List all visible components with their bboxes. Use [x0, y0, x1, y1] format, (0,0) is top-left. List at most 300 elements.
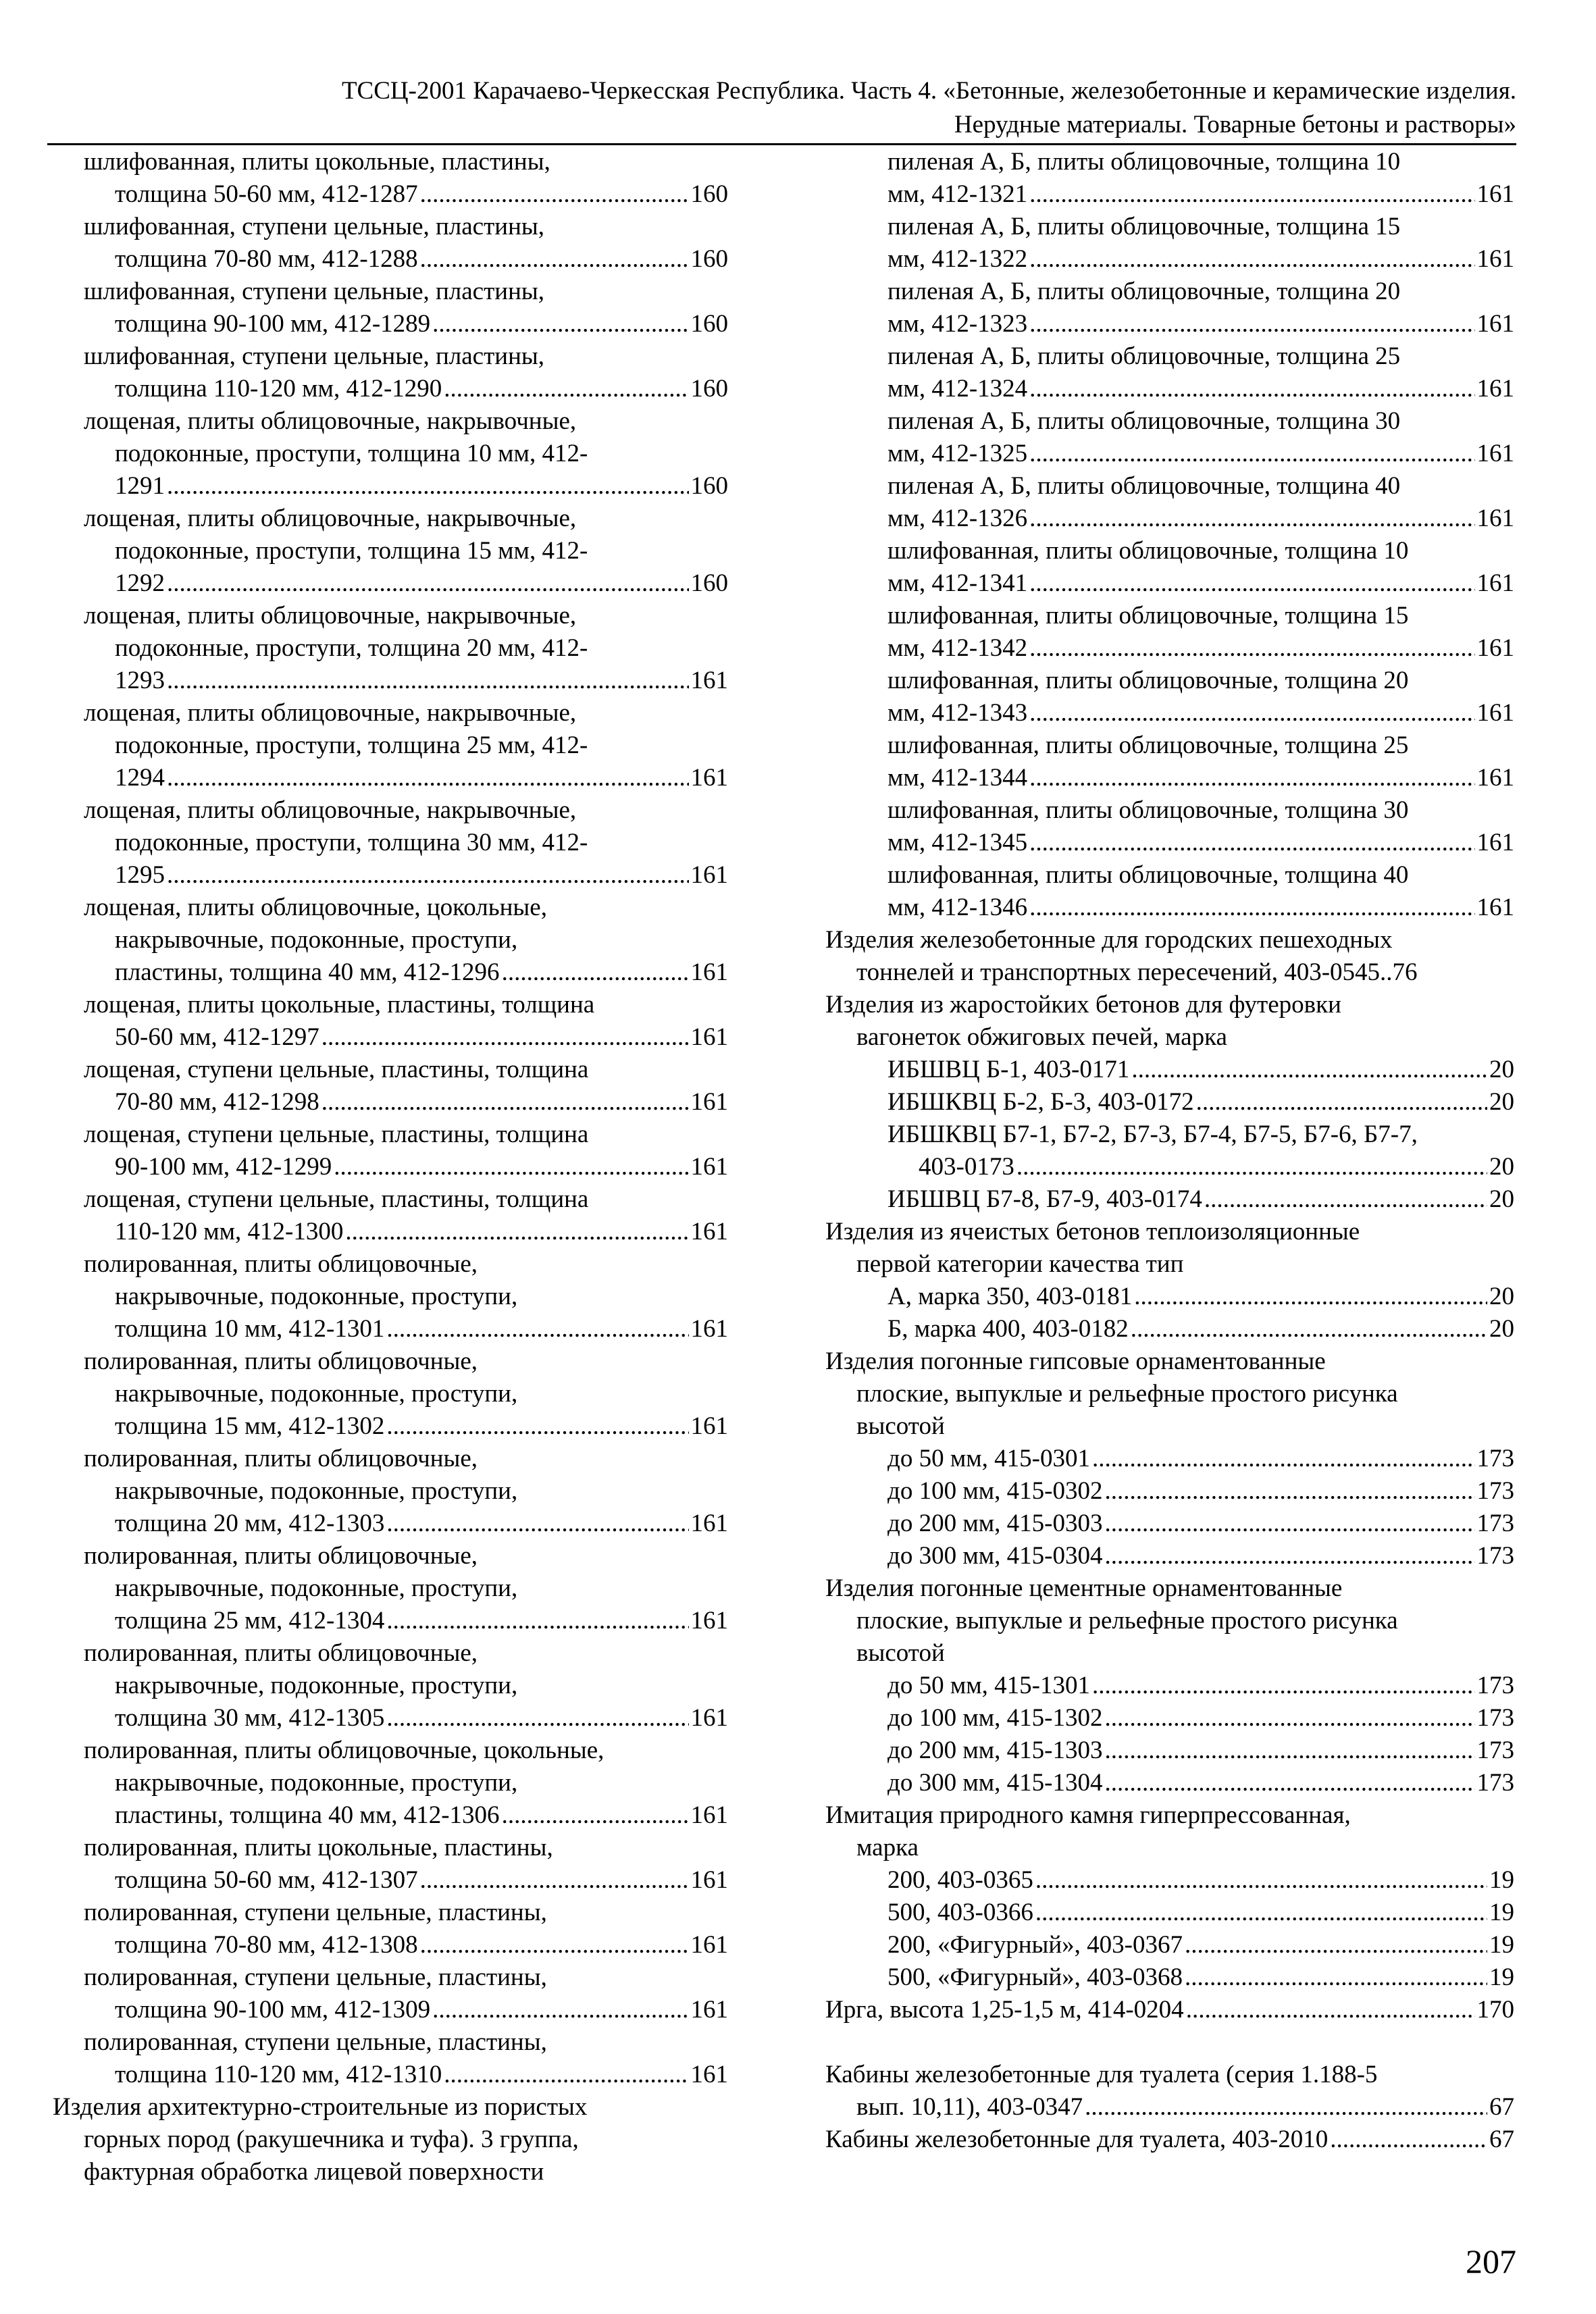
index-entry — [53, 956, 728, 989]
leader-dots — [1029, 827, 1474, 859]
index-entry-page: 161 — [1476, 894, 1514, 921]
index-entry — [825, 1151, 1514, 1183]
index-entry — [825, 1897, 1514, 1929]
index-entry — [825, 794, 1514, 827]
index-entry-text: пластины, толщина 40 мм, 412-1306 — [115, 1801, 500, 1829]
index-entry — [53, 438, 728, 470]
index-entry-text: до 300 мм, 415-0304 — [887, 1542, 1103, 1570]
index-column-left — [53, 146, 728, 2188]
index-entry-page: 160 — [690, 569, 728, 597]
index-entry — [825, 600, 1514, 632]
index-entry-page: 161 — [690, 1412, 728, 1440]
leader-dots — [420, 178, 689, 211]
index-entry-text: мм, 412-1346 — [887, 894, 1028, 921]
index-entry-text: толщина 25 мм, 412-1304 — [115, 1607, 385, 1635]
index-entry-text: до 50 мм, 415-0301 — [887, 1445, 1090, 1472]
leader-dots — [1092, 1670, 1475, 1702]
index-entry-text: шлифованная, плиты облицовочные, толщина 20 — [887, 667, 1409, 694]
index-entry-text: лощеная, плиты облицовочные, цокольные, — [84, 894, 547, 921]
index-entry-text: толщина 110-120 мм, 412-1310 — [115, 2061, 442, 2088]
index-entry-text: плоские, выпуклые и рельефные простого рисунка — [856, 1607, 1398, 1635]
page-number: 207 — [1466, 2242, 1516, 2280]
index-entry — [53, 697, 728, 729]
index-entry — [825, 1248, 1514, 1281]
index-entry — [825, 1313, 1514, 1345]
index-entry — [53, 1183, 728, 1216]
index-entry — [53, 1605, 728, 1637]
index-entry-text: 500, 403-0366 — [887, 1899, 1033, 1926]
index-entry-page: 161 — [690, 1088, 728, 1116]
leader-dots — [167, 859, 689, 892]
index-entry — [53, 1864, 728, 1897]
index-entry-text: накрывочные, подоконные, проступи, — [115, 1477, 518, 1505]
index-entry-text: ИБШВЦ Б7-8, Б7-9, 403-0174 — [887, 1185, 1202, 1213]
leader-dots — [420, 1929, 689, 1961]
index-entry-page: 173 — [1476, 1672, 1514, 1699]
index-entry — [53, 405, 728, 438]
index-entry — [53, 892, 728, 924]
index-entry-text: высотой — [856, 1412, 945, 1440]
index-entry — [825, 2026, 1514, 2059]
leader-dots — [1134, 1281, 1487, 1313]
index-entry — [825, 1832, 1514, 1864]
index-entry — [825, 1508, 1514, 1540]
index-entry-page: 161 — [690, 958, 728, 986]
index-entry-page: 173 — [1476, 1445, 1514, 1472]
index-entry — [53, 178, 728, 211]
index-entry — [53, 989, 728, 1021]
index-entry — [53, 794, 728, 827]
index-entry-text: 1294 — [115, 764, 165, 792]
index-entry-text: ИБШКВЦ Б7-1, Б7-2, Б7-3, Б7-4, Б7-5, Б7-6, Б7-7, — [887, 1121, 1418, 1148]
index-entry-text: толщина 15 мм, 412-1302 — [115, 1412, 385, 1440]
leader-dots — [1131, 1313, 1487, 1345]
index-entry — [53, 373, 728, 405]
index-entry-text: шлифованная, плиты облицовочные, толщина 10 — [887, 537, 1409, 565]
index-entry-text: до 200 мм, 415-1303 — [887, 1737, 1103, 1764]
index-entry-text: полированная, плиты облицовочные, — [84, 1347, 478, 1375]
index-entry-page: 161 — [1476, 634, 1514, 662]
index-entry-text: ИБШВЦ Б-1, 403-0171 — [887, 1056, 1130, 1083]
index-entry — [825, 503, 1514, 535]
index-entry-page: 161 — [1476, 699, 1514, 727]
index-entry — [53, 1021, 728, 1054]
index-entry-text: толщина 70-80 мм, 412-1288 — [115, 245, 418, 273]
index-entry-text: 1295 — [115, 861, 165, 889]
index-entry — [53, 1378, 728, 1410]
index-entry-text: тоннелей и транспортных пересечений, 403-0545..76 — [856, 958, 1418, 986]
index-entry-page: 173 — [1476, 1769, 1514, 1797]
leader-dots — [321, 1086, 689, 1119]
leader-dots — [167, 762, 689, 794]
index-entry — [825, 1799, 1514, 1832]
index-entry — [825, 1216, 1514, 1248]
index-entry — [53, 1961, 728, 1994]
index-entry-page: 160 — [690, 375, 728, 403]
leader-dots — [1104, 1734, 1474, 1767]
index-entry — [825, 1378, 1514, 1410]
index-entry — [825, 1864, 1514, 1897]
index-entry-text: вагонеток обжиговых печей, марка — [856, 1023, 1227, 1051]
index-entry — [53, 276, 728, 308]
index-entry-page: 161 — [690, 1153, 728, 1181]
leader-dots — [386, 1410, 688, 1443]
index-entry — [53, 859, 728, 892]
leader-dots — [1029, 697, 1474, 729]
index-entry-text: Изделия архитектурно-строительные из пористых — [53, 2093, 588, 2121]
index-entry-page: 19 — [1489, 1931, 1514, 1959]
index-entry-text: 1293 — [115, 667, 165, 694]
leader-dots — [432, 308, 688, 340]
leader-dots — [1029, 632, 1474, 665]
leader-dots — [1029, 567, 1474, 600]
index-entry — [825, 729, 1514, 762]
index-entry — [825, 211, 1514, 243]
index-entry — [825, 665, 1514, 697]
index-entry — [825, 1540, 1514, 1572]
index-entry — [825, 340, 1514, 373]
index-entry-text: подоконные, проступи, толщина 20 мм, 412- — [115, 634, 588, 662]
index-entry-text: высотой — [856, 1639, 945, 1667]
index-entry — [53, 1345, 728, 1378]
index-entry-text: толщина 50-60 мм, 412-1307 — [115, 1866, 418, 1894]
index-entry — [825, 762, 1514, 794]
index-entry — [825, 1637, 1514, 1670]
index-entry-text: горных пород (ракушечника и туфа). 3 группа, — [84, 2126, 579, 2153]
index-entry — [825, 1994, 1514, 2026]
index-entry-page: 161 — [690, 1931, 728, 1959]
index-entry-page: 161 — [690, 1023, 728, 1051]
index-entry-text: лощеная, плиты облицовочные, накрывочные, — [84, 407, 577, 435]
leader-dots — [1029, 503, 1474, 535]
index-entry-text: пиленая А, Б, плиты облицовочные, толщина 25 — [887, 342, 1401, 370]
index-entry-page: 19 — [1489, 1963, 1514, 1991]
index-entry — [825, 308, 1514, 340]
index-entry — [53, 1572, 728, 1605]
index-entry — [825, 146, 1514, 178]
index-entry — [53, 1119, 728, 1151]
index-entry-text: 50-60 мм, 412-1297 — [115, 1023, 319, 1051]
leader-dots — [1029, 373, 1474, 405]
index-entry-page: 161 — [690, 667, 728, 694]
index-entry-text: фактурная обработка лицевой поверхности — [84, 2158, 544, 2186]
index-entry-text: мм, 412-1342 — [887, 634, 1028, 662]
index-entry-page: 173 — [1476, 1477, 1514, 1505]
index-entry — [53, 762, 728, 794]
index-entry — [825, 1605, 1514, 1637]
index-entry — [53, 665, 728, 697]
index-entry-text: полированная, ступени цельные, пластины, — [84, 2028, 547, 2056]
index-entry — [825, 438, 1514, 470]
index-entry — [53, 924, 728, 956]
index-entry-page: 161 — [690, 1801, 728, 1829]
index-entry-page: 161 — [1476, 245, 1514, 273]
index-entry-text: толщина 20 мм, 412-1303 — [115, 1510, 385, 1537]
index-entry-page: 161 — [690, 1996, 728, 2024]
index-entry-text: полированная, ступени цельные, пластины, — [84, 1899, 547, 1926]
index-entry-page: 161 — [690, 1510, 728, 1537]
index-entry-page: 20 — [1489, 1056, 1514, 1083]
index-entry — [53, 1637, 728, 1670]
leader-dots — [502, 956, 689, 989]
index-entry-text: до 300 мм, 415-1304 — [887, 1769, 1103, 1797]
index-entry-text: пиленая А, Б, плиты облицовочные, толщина 30 — [887, 407, 1401, 435]
index-entry-text: полированная, плиты облицовочные, — [84, 1542, 478, 1570]
index-entry-page: 161 — [690, 1315, 728, 1343]
index-entry-text: мм, 412-1323 — [887, 310, 1028, 338]
index-entry — [825, 470, 1514, 503]
index-entry-text: подоконные, проступи, толщина 30 мм, 412- — [115, 829, 588, 856]
index-entry — [53, 2156, 728, 2188]
index-entry — [825, 1345, 1514, 1378]
leader-dots — [1092, 1443, 1475, 1475]
leader-dots — [1185, 1961, 1487, 1994]
index-entry-text: лощеная, плиты облицовочные, накрывочные, — [84, 505, 577, 532]
index-entry-text: мм, 412-1324 — [887, 375, 1028, 403]
index-entry-text: 70-80 мм, 412-1298 — [115, 1088, 319, 1116]
header-title-line-2: Нерудные материалы. Товарные бетоны и растворы» — [954, 111, 1516, 138]
index-entry — [53, 1994, 728, 2026]
index-entry-text: толщина 90-100 мм, 412-1289 — [115, 310, 431, 338]
index-entry-text: полированная, плиты облицовочные, — [84, 1250, 478, 1278]
index-entry — [825, 567, 1514, 600]
index-entry-page: 161 — [690, 861, 728, 889]
index-entry — [53, 1410, 728, 1443]
index-entry-page: 19 — [1489, 1866, 1514, 1894]
index-entry — [825, 827, 1514, 859]
index-entry-text: Имитация природного камня гиперпрессованная, — [825, 1801, 1351, 1829]
leader-dots — [321, 1021, 689, 1054]
index-entry-text: накрывочные, подоконные, проступи, — [115, 926, 518, 954]
index-entry-text: пиленая А, Б, плиты облицовочные, толщина 10 — [887, 148, 1401, 176]
index-entry-page: 161 — [690, 2061, 728, 2088]
index-entry-text: 403-0173 — [919, 1153, 1014, 1181]
index-entry-text: Изделия погонные цементные орнаментованные — [825, 1574, 1343, 1602]
index-entry-page: 161 — [690, 1218, 728, 1245]
index-entry-page: 161 — [690, 1704, 728, 1732]
index-entry-page: 173 — [1476, 1704, 1514, 1732]
index-entry — [53, 1054, 728, 1086]
index-entry-text: шлифованная, плиты цокольные, пластины, — [84, 148, 550, 176]
leader-dots — [1186, 1994, 1475, 2026]
index-entry — [825, 956, 1514, 989]
index-entry — [825, 1443, 1514, 1475]
leader-dots — [1204, 1183, 1487, 1216]
leader-dots — [386, 1702, 688, 1734]
index-entry — [53, 1508, 728, 1540]
index-entry-text: накрывочные, подоконные, проступи, — [115, 1574, 518, 1602]
index-entry — [53, 1734, 728, 1767]
index-entry-text: марка — [856, 1834, 919, 1861]
leader-dots — [386, 1605, 688, 1637]
index-entry — [53, 729, 728, 762]
index-entry — [825, 2091, 1514, 2124]
index-entry-text: мм, 412-1326 — [887, 505, 1028, 532]
index-entry-text: мм, 412-1322 — [887, 245, 1028, 273]
index-entry — [53, 1897, 728, 1929]
index-entry-text: Кабины железобетонные для туалета, 403-2010 — [825, 2126, 1329, 2153]
index-entry-text: пластины, толщина 40 мм, 412-1296 — [115, 958, 500, 986]
index-entry-text: лощеная, плиты облицовочные, накрывочные, — [84, 602, 577, 629]
index-entry — [825, 859, 1514, 892]
index-entry-page: 161 — [1476, 829, 1514, 856]
leader-dots — [1196, 1086, 1487, 1119]
index-entry — [53, 2124, 728, 2156]
index-entry-page: 173 — [1476, 1542, 1514, 1570]
index-entry — [53, 243, 728, 276]
index-entry-page: 161 — [690, 1607, 728, 1635]
index-entry-text: лощеная, плиты облицовочные, накрывочные, — [84, 699, 577, 727]
index-entry-page: 170 — [1476, 1996, 1514, 2024]
index-entry — [53, 1443, 728, 1475]
index-entry-text: подоконные, проступи, толщина 10 мм, 412- — [115, 440, 588, 467]
index-entry-page: 160 — [690, 180, 728, 208]
index-entry-text: лощеная, ступени цельные, пластины, толщина — [84, 1056, 589, 1083]
index-entry — [825, 2124, 1514, 2156]
index-entry — [53, 1832, 728, 1864]
leader-dots — [1029, 892, 1474, 924]
leader-dots — [1029, 438, 1474, 470]
leader-dots — [1029, 178, 1474, 211]
index-entry-text: 200, 403-0365 — [887, 1866, 1033, 1894]
leader-dots — [386, 1508, 688, 1540]
header-rule — [47, 143, 1516, 145]
index-entry — [825, 2059, 1514, 2091]
index-entry — [53, 1086, 728, 1119]
index-entry — [53, 1929, 728, 1961]
index-entry-text: накрывочные, подоконные, проступи, — [115, 1283, 518, 1310]
index-entry-text: накрывочные, подоконные, проступи, — [115, 1769, 518, 1797]
index-entry-text: толщина 10 мм, 412-1301 — [115, 1315, 385, 1343]
index-entry-page: 161 — [1476, 375, 1514, 403]
index-entry-text: толщина 50-60 мм, 412-1287 — [115, 180, 418, 208]
index-entry-page: 20 — [1489, 1185, 1514, 1213]
index-entry — [53, 632, 728, 665]
index-entry — [825, 632, 1514, 665]
leader-dots — [1085, 2091, 1487, 2124]
leader-dots — [1104, 1508, 1474, 1540]
index-entry — [825, 989, 1514, 1021]
index-entry-text: первой категории качества тип — [856, 1250, 1184, 1278]
index-entry — [53, 340, 728, 373]
index-entry — [825, 1929, 1514, 1961]
index-entry — [53, 2059, 728, 2091]
index-entry — [825, 1119, 1514, 1151]
index-entry-page: 20 — [1489, 1088, 1514, 1116]
index-entry-text: толщина 30 мм, 412-1305 — [115, 1704, 385, 1732]
index-entry — [53, 600, 728, 632]
index-entry-text: пиленая А, Б, плиты облицовочные, толщина 20 — [887, 278, 1401, 305]
index-entry-text: пиленая А, Б, плиты облицовочные, толщина 40 — [887, 472, 1401, 500]
index-entry — [53, 1767, 728, 1799]
index-entry — [53, 1799, 728, 1832]
index-entry — [53, 1216, 728, 1248]
index-entry — [825, 243, 1514, 276]
index-entry — [53, 2091, 728, 2124]
leader-dots — [1104, 1767, 1474, 1799]
leader-dots — [167, 567, 689, 600]
leader-dots — [386, 1313, 688, 1345]
index-entry — [825, 1054, 1514, 1086]
leader-dots — [1330, 2124, 1487, 2156]
index-entry-page: 19 — [1489, 1899, 1514, 1926]
index-entry-page: 161 — [1476, 569, 1514, 597]
leader-dots — [167, 665, 689, 697]
index-entry-text: полированная, плиты цокольные, пластины, — [84, 1834, 553, 1861]
index-entry-text: 500, «Фигурный», 403-0368 — [887, 1963, 1183, 1991]
index-entry — [825, 1021, 1514, 1054]
index-entry-page: 160 — [690, 310, 728, 338]
index-entry — [825, 535, 1514, 567]
leader-dots — [1016, 1151, 1487, 1183]
index-entry-text: полированная, плиты облицовочные, — [84, 1639, 478, 1667]
leader-dots — [444, 373, 688, 405]
index-entry-text: мм, 412-1341 — [887, 569, 1028, 597]
header-title-line-1: ТССЦ-2001 Карачаево-Черкесская Республика. Часть 4. «Бетонные, железобетонные и керамические изделия. — [341, 77, 1516, 105]
index-entry — [53, 1670, 728, 1702]
index-entry — [825, 1086, 1514, 1119]
index-entry — [825, 178, 1514, 211]
index-entry-text: Изделия железобетонные для городских пешеходных — [825, 926, 1393, 954]
index-entry-page: 67 — [1489, 2093, 1514, 2121]
leader-dots — [420, 243, 689, 276]
index-entry — [53, 535, 728, 567]
index-entry-text: полированная, ступени цельные, пластины, — [84, 1963, 547, 1991]
index-entry-text: лощеная, плиты облицовочные, накрывочные, — [84, 796, 577, 824]
index-entry-page: 173 — [1476, 1737, 1514, 1764]
index-entry — [825, 892, 1514, 924]
index-entry — [825, 1702, 1514, 1734]
index-entry — [53, 1313, 728, 1345]
index-entry-text: лощеная, ступени цельные, пластины, толщина — [84, 1185, 589, 1213]
index-entry-page: 161 — [1476, 180, 1514, 208]
leader-dots — [502, 1799, 689, 1832]
index-entry-text: полированная, плиты облицовочные, цокольные, — [84, 1737, 604, 1764]
index-entry-page: 161 — [1476, 505, 1514, 532]
index-entry-text: 1292 — [115, 569, 165, 597]
leader-dots — [1185, 1929, 1487, 1961]
index-entry-text: до 200 мм, 415-0303 — [887, 1510, 1103, 1537]
index-entry-text: мм, 412-1344 — [887, 764, 1028, 792]
index-entry-page: 160 — [690, 472, 728, 500]
leader-dots — [1029, 762, 1474, 794]
index-entry — [53, 1475, 728, 1508]
index-entry-page: 161 — [690, 764, 728, 792]
index-entry-page: 160 — [690, 245, 728, 273]
index-entry-text: лощеная, ступени цельные, пластины, толщина — [84, 1121, 589, 1148]
index-entry-text: 110-120 мм, 412-1300 — [115, 1218, 344, 1245]
index-entry-text: Изделия погонные гипсовые орнаментованные — [825, 1347, 1326, 1375]
index-entry-text: до 100 мм, 415-0302 — [887, 1477, 1103, 1505]
index-entry-page: 161 — [1476, 440, 1514, 467]
index-entry-text: толщина 90-100 мм, 412-1309 — [115, 1996, 431, 2024]
index-entry-page: 173 — [1476, 1510, 1514, 1537]
leader-dots — [420, 1864, 689, 1897]
page-header — [47, 74, 1516, 142]
index-entry-text: Б, марка 400, 403-0182 — [887, 1315, 1129, 1343]
index-entry-text: накрывочные, подоконные, проступи, — [115, 1380, 518, 1408]
index-entry — [825, 1410, 1514, 1443]
index-entry-text: до 100 мм, 415-1302 — [887, 1704, 1103, 1732]
index-entry-text: 90-100 мм, 412-1299 — [115, 1153, 332, 1181]
index-entry — [53, 1702, 728, 1734]
index-entry-text: толщина 110-120 мм, 412-1290 — [115, 375, 442, 403]
index-entry-text: полированная, плиты облицовочные, — [84, 1445, 478, 1472]
index-entry-page: 20 — [1489, 1315, 1514, 1343]
leader-dots — [444, 2059, 688, 2091]
index-entry-text: Ирга, высота 1,25-1,5 м, 414-0204 — [825, 1996, 1184, 2024]
index-entry-text: 200, «Фигурный», 403-0367 — [887, 1931, 1183, 1959]
